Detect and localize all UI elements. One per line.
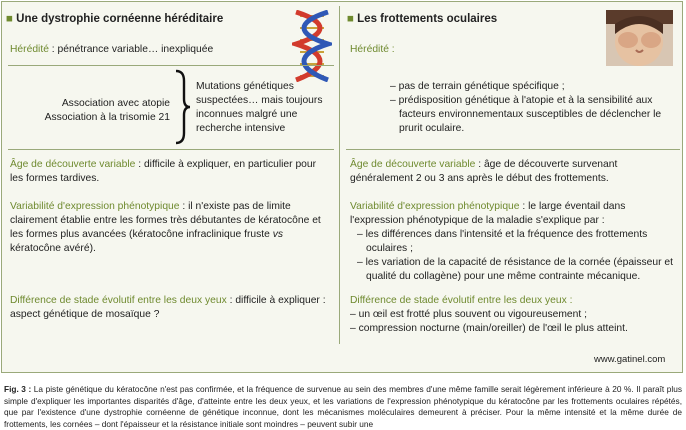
left-difference-label: Différence de stade évolutif entre les deux yeux [10, 295, 227, 306]
left-variabilite-vs: vs [272, 229, 283, 240]
left-assoc-list [32, 97, 170, 125]
right-difference [350, 294, 572, 308]
list-item: – pas de terrain génétique spécifique ; [390, 81, 565, 92]
right-separator-1 [346, 149, 680, 150]
right-age-label: Âge de découverte variable [350, 159, 476, 170]
left-variabilite [10, 200, 332, 256]
left-age [10, 158, 330, 186]
column-divider [339, 6, 340, 344]
bullet-icon: ■ [6, 13, 13, 25]
right-variabilite-label: Variabilité d'expression phénotypique [350, 201, 520, 212]
left-heredite [10, 43, 213, 57]
left-difference-value: : difficile à expliquer : aspect génétique de mosaïque ? [10, 295, 326, 320]
caption-text: La piste génétique du kératocône n'est pas confirmée, et la fréquence de survenue au sein des membres d'une même famille serait légèrement inférieure à 20 %. Il paraît plus simple d'expliquer les importantes disparités d'âge, d'atteinte entre les deux yeux, et les variations de l'expression phénotypique du kératocône par les frottements oculaires répétés, que par l'existence d'une dystrophie cornéenne de génétique inconnue, dont les mécanismes moléculaires demeurent à préciser. Pour la même intensité et la même durée de frottements, les cornées – dont l'épaisseur et la résistance initiale sont moindres – peuvent subir une [4, 384, 682, 429]
right-age-value: : âge de découverte survenant généralement 2 ou 3 ans après le début des frottements. [350, 159, 618, 184]
right-difference-label: Différence de stade évolutif entre les deux yeux [350, 295, 567, 306]
left-separator-2 [8, 149, 334, 150]
right-heredite-label: Hérédité [350, 44, 389, 55]
curly-brace-icon [173, 69, 191, 145]
right-difference-suffix: : [566, 295, 573, 306]
figure-panel [1, 1, 683, 373]
left-separator-1 [8, 65, 334, 66]
left-variabilite-value: : il n'existe pas de limite clairement établie entre les formes très débutantes de kératocône et les formes plus avancées (kératocône infraclinique fruste [10, 201, 321, 240]
right-age [350, 158, 676, 186]
right-variabilite-value: : le large éventail dans l'expression phénotypique de la maladie s'explique par : [350, 201, 626, 226]
left-difference [10, 294, 332, 322]
left-heredite-value: : pénétrance variable… inexpliquée [48, 44, 214, 55]
right-difference-list [350, 308, 676, 336]
caption-label: Fig. 3 : [4, 384, 32, 394]
left-variabilite-value-end: kératocône avéré). [10, 243, 96, 254]
list-item: – un œil est frotté plus souvent ou vigoureusement ; [350, 309, 587, 320]
list-item: – les différences dans l'intensité et la fréquence des frottements oculaires ; [357, 229, 648, 254]
list-item: – prédisposition génétique à l'atopie et à la sensibilité aux facteurs environnementaux susceptibles de déclencher le prurit oculaire. [390, 95, 662, 134]
right-heredite [350, 43, 395, 57]
left-mutations-text: Mutations génétiques suspectées… mais toujours inconnues malgré une recherche intensive [196, 81, 323, 134]
source-url: www.gatinel.com [594, 354, 666, 365]
left-heredite-label: Hérédité [10, 44, 49, 55]
left-title-text: Une dystrophie cornéenne héréditaire [16, 13, 224, 25]
assoc-item: Association avec atopie [61, 98, 170, 109]
dna-helix-icon [292, 10, 332, 82]
bullet-icon: ■ [347, 13, 354, 25]
right-variabilite [350, 200, 676, 228]
list-item: – les variation de la capacité de résistance de la cornée (épaisseur et qualité du collagène) pour une même contrainte mécanique. [357, 257, 673, 282]
right-heredite-list [390, 80, 670, 136]
eye-rubbing-photo [606, 10, 673, 66]
right-title-text: Les frottements oculaires [357, 13, 498, 25]
left-variabilite-label: Variabilité d'expression phénotypique [10, 201, 180, 212]
right-variabilite-list [357, 228, 675, 284]
right-heredite-suffix: : [388, 44, 395, 55]
figure-caption [4, 384, 682, 430]
right-title [347, 13, 497, 25]
list-item: – compression nocturne (main/oreiller) de l'œil le plus atteint. [350, 323, 628, 334]
left-age-label: Âge de découverte variable [10, 159, 136, 170]
assoc-item: Association à la trisomie 21 [44, 112, 170, 123]
left-title [6, 13, 223, 25]
left-age-value: : difficile à expliquer, en particulier pour les formes tardives. [10, 159, 317, 184]
